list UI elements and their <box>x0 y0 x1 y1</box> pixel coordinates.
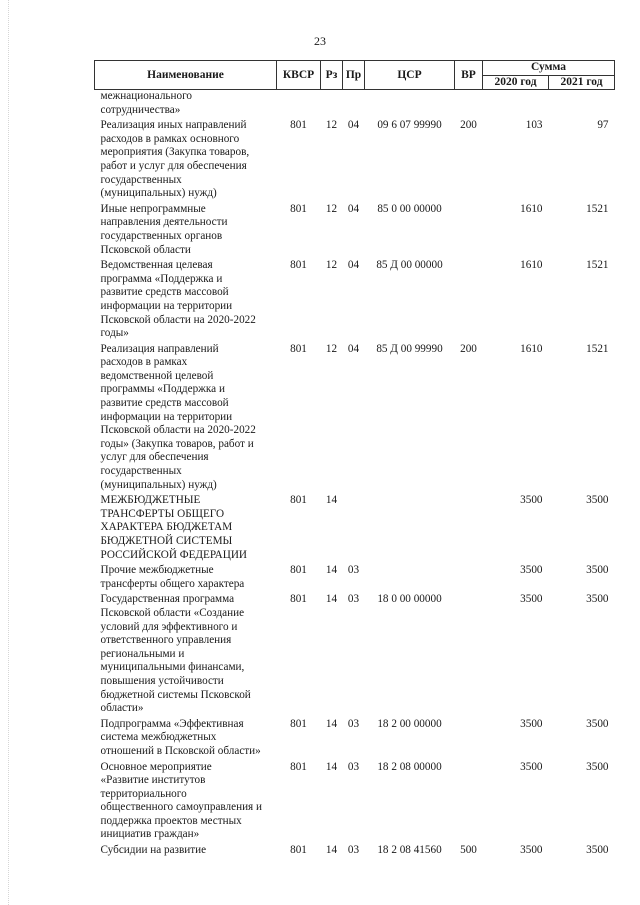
table-row <box>95 842 615 858</box>
cell-vr <box>455 492 483 562</box>
cell-csr: 09 6 07 99990 <box>377 119 442 132</box>
cell-name: Реализация иных направлений расходов в рамках основного мероприятия (Закупка товаров, работ и услуг для обеспечения государственных (муниципальных) нужд) <box>100 119 250 200</box>
cell-kvsr: 801 <box>290 844 307 857</box>
cell-pr: 03 <box>347 593 360 606</box>
cell-name: Подпрограмма «Эффективная система межбюджетных отношений в Псковской области» <box>100 717 261 757</box>
cell-csr <box>365 562 455 591</box>
cell-vr <box>455 257 483 341</box>
cell-vr <box>455 562 483 591</box>
table-row <box>95 759 615 843</box>
table-row <box>95 90 615 118</box>
cell-kvsr: 801 <box>290 259 307 272</box>
cell-kvsr: 801 <box>290 564 307 577</box>
cell-2021: 3500 <box>586 564 609 577</box>
cell-kvsr: 801 <box>290 760 307 773</box>
cell-2020: 3500 <box>520 564 543 577</box>
cell-csr: 18 2 08 41560 <box>377 844 442 857</box>
cell-pr: 03 <box>347 844 360 857</box>
cell-rz: 14 <box>325 494 338 507</box>
cell-2021: 97 <box>597 119 609 132</box>
cell-kvsr: 801 <box>290 593 307 606</box>
cell-rz: 14 <box>325 760 338 773</box>
cell-pr: 04 <box>347 259 360 272</box>
cell-name: межнационального сотрудничества» <box>100 90 193 116</box>
cell-2021: 3500 <box>586 593 609 606</box>
cell-name: Ведомственная целевая программа «Поддержка и развитие средств массовой информации на территории Псковской области на 2020-2022 годы» <box>100 259 256 340</box>
cell-csr: 85 Д 00 00000 <box>376 259 443 272</box>
cell-pr: 03 <box>347 564 360 577</box>
cell-vr: 500 <box>460 844 477 857</box>
cell-rz: 12 <box>325 342 338 355</box>
header-name: Наименование <box>95 61 277 90</box>
cell-name: Основное мероприятие «Развитие институтов территориального общественного самоуправления и поддержка проектов местных инициатив граждан» <box>100 760 262 841</box>
cell-rz: 12 <box>325 202 338 215</box>
cell-pr: 03 <box>347 717 360 730</box>
cell-vr: 200 <box>460 119 477 132</box>
cell-pr: 04 <box>347 119 360 132</box>
cell-csr <box>365 492 455 562</box>
cell-csr: 85 Д 00 99990 <box>376 342 443 355</box>
cell-vr <box>455 716 483 759</box>
cell-2020 <box>483 90 549 118</box>
cell-2021: 3500 <box>586 494 609 507</box>
cell-pr: 04 <box>347 202 360 215</box>
cell-2021: 3500 <box>586 844 609 857</box>
cell-vr <box>455 759 483 843</box>
table-row <box>95 492 615 562</box>
cell-2020: 103 <box>525 119 543 132</box>
cell-name: МЕЖБЮДЖЕТНЫЕ ТРАНСФЕРТЫ ОБЩЕГО ХАРАКТЕРА БЮДЖЕТАМ БЮДЖЕТНОЙ СИСТЕМЫ РОССИЙСКОЙ ФЕДЕРАЦИИ <box>100 494 248 561</box>
cell-2020: 3500 <box>520 844 543 857</box>
cell-kvsr <box>277 90 321 118</box>
cell-2021: 1521 <box>586 202 609 215</box>
cell-rz: 14 <box>325 844 338 857</box>
header-year-2020: 2020 год <box>483 75 549 90</box>
cell-kvsr: 801 <box>290 717 307 730</box>
cell-rz: 14 <box>325 593 338 606</box>
cell-2021: 1521 <box>586 342 609 355</box>
table-row <box>95 201 615 257</box>
table-header <box>95 61 615 90</box>
table-body <box>95 90 615 858</box>
table-row <box>95 117 615 201</box>
scan-edge-line <box>8 0 10 905</box>
cell-csr: 18 2 08 00000 <box>377 760 442 773</box>
cell-pr <box>343 492 365 562</box>
header-csr: ЦСР <box>365 61 455 90</box>
cell-2020: 3500 <box>520 760 543 773</box>
header-sum: Сумма <box>483 61 615 76</box>
cell-2021: 3500 <box>586 760 609 773</box>
cell-csr: 18 2 00 00000 <box>377 717 442 730</box>
cell-rz: 12 <box>325 259 338 272</box>
table-row <box>95 716 615 759</box>
cell-2021 <box>549 90 615 118</box>
cell-vr <box>455 591 483 715</box>
cell-vr <box>455 90 483 118</box>
cell-kvsr: 801 <box>290 494 307 507</box>
page-number: 23 <box>314 34 326 48</box>
budget-table <box>94 60 615 858</box>
cell-2020: 1610 <box>520 202 543 215</box>
header-pr: Пр <box>343 61 365 90</box>
cell-rz: 14 <box>325 717 338 730</box>
cell-2020: 3500 <box>520 717 543 730</box>
cell-csr: 18 0 00 00000 <box>377 593 442 606</box>
table-row <box>95 591 615 715</box>
cell-rz <box>321 90 343 118</box>
cell-pr <box>343 90 365 118</box>
cell-name: Государственная программа Псковской области «Создание условий для эффективного и ответственного управления региональными и муниципальными финансами, повышения устойчивости бюджетной системы Псковской области» <box>100 593 251 715</box>
cell-rz: 14 <box>325 564 338 577</box>
cell-pr: 04 <box>347 342 360 355</box>
header-rz: Рз <box>321 61 343 90</box>
budget-table-container <box>94 60 614 858</box>
cell-2021: 1521 <box>586 259 609 272</box>
cell-name: Иные непрограммные направления деятельности государственных органов Псковской области <box>100 202 228 256</box>
cell-vr: 200 <box>460 342 477 355</box>
header-vr: ВР <box>455 61 483 90</box>
cell-rz: 12 <box>325 119 338 132</box>
cell-name: Субсидии на развитие <box>100 844 207 857</box>
table-row <box>95 257 615 341</box>
cell-kvsr: 801 <box>290 202 307 215</box>
cell-csr: 85 0 00 00000 <box>377 202 442 215</box>
cell-2020: 1610 <box>520 342 543 355</box>
cell-kvsr: 801 <box>290 119 307 132</box>
table-row <box>95 341 615 493</box>
cell-name: Реализация направлений расходов в рамках ведомственной целевой программы «Поддержка и развитие средств массовой информации на территории Псковской области на 2020-2022 годы» (Закупка товаров, работ и услуг для обеспечения государственных (муниципальных) нужд) <box>100 342 256 491</box>
cell-pr: 03 <box>347 760 360 773</box>
cell-2021: 3500 <box>586 717 609 730</box>
cell-2020: 3500 <box>520 593 543 606</box>
header-year-2021: 2021 год <box>549 75 615 90</box>
cell-vr <box>455 201 483 257</box>
header-kvsr: КВСР <box>277 61 321 90</box>
cell-2020: 1610 <box>520 259 543 272</box>
table-row <box>95 562 615 591</box>
cell-name: Прочие межбюджетные трансферты общего характера <box>100 564 245 590</box>
cell-2020: 3500 <box>520 494 543 507</box>
cell-kvsr: 801 <box>290 342 307 355</box>
cell-csr <box>365 90 455 118</box>
